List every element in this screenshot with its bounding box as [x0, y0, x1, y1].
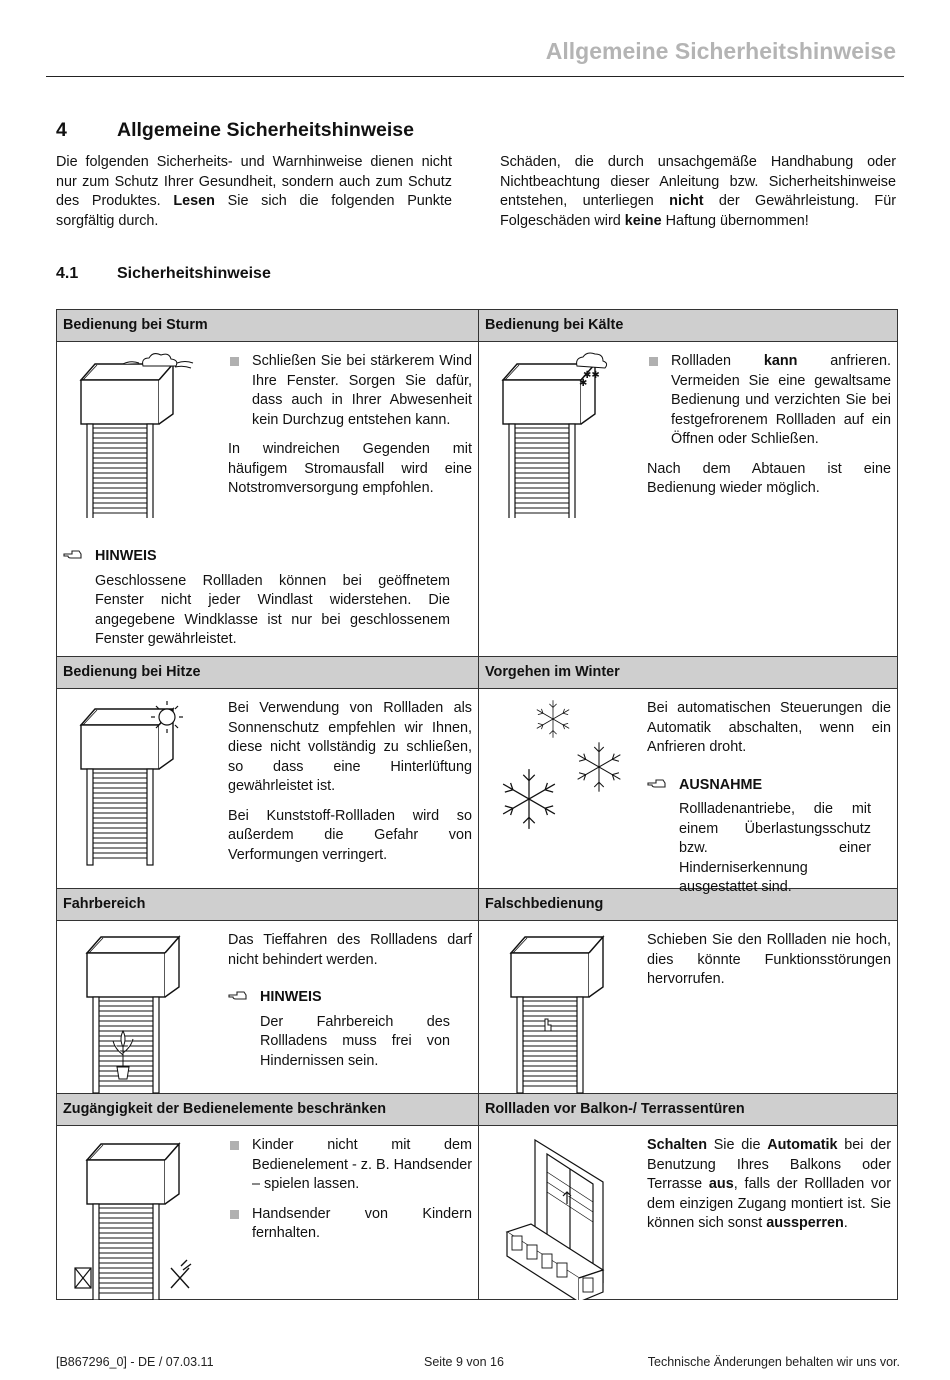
cell-title-kaelte: Bedienung bei Kälte — [479, 310, 898, 342]
pointing-hand-icon — [647, 778, 667, 790]
section-heading — [56, 118, 414, 142]
subsection-heading — [56, 264, 271, 284]
cell-title-balkon: Rollladen vor Balkon-/ Terrassentüren — [479, 1094, 898, 1126]
fahrbereich-note-title: HINWEIS — [260, 989, 322, 1005]
balkon-text — [647, 1136, 891, 1234]
footer-disclaimer: Technische Änderungen behalten wir uns vor. — [647, 1355, 900, 1369]
sturm-note-body: Geschlossene Rollladen können bei geöffnetem Fenster nicht jeder Windlast widerstehen. Die angegebene Windklasse ist nur bei geschlossenem Fenster gewährleistet. — [95, 572, 450, 647]
cell-title-sturm: Bedienung bei Sturm — [57, 310, 479, 342]
plant-pot-icon — [113, 1031, 133, 1079]
cell-title-hitze: Bedienung bei Hitze — [57, 657, 479, 689]
hitze-text — [228, 699, 472, 865]
cell-sturm — [57, 342, 479, 657]
cell-title-zugang: Zugängigkeit der Bedienelemente beschränken — [57, 1094, 479, 1126]
cell-falsch — [479, 921, 898, 1094]
cell-kaelte — [479, 342, 898, 657]
intro-left: Die folgenden Sicherheits- und Warnhinweise dienen nicht nur zum Schutz Ihrer Gesundheit, sondern auch zum Schutz des Produktes. Lesen Sie sich die folgenden Punkte sorgfältig durch. — [56, 154, 453, 229]
sturm-bullet: Schließen Sie bei stärkerem Wind Ihre Fenster. Sorgen Sie dafür, dass auch in Ihrer Abwesenheit kein Durchzug entstehen kann. — [228, 352, 472, 430]
sturm-note-title: HINWEIS — [95, 548, 157, 564]
pointing-hand-icon — [228, 990, 248, 1002]
zugang-bullet1: Kinder nicht mit dem Bedienelement - z. B. Handsender – spielen lassen. — [228, 1136, 472, 1195]
sturm-para: In windreichen Gegenden mit häufigem Stromausfall wird eine Notstromversorgung empfohlen. — [228, 441, 472, 496]
winter-para: Bei automatischen Steuerungen die Automatik abschalten, wenn ein Anfrieren droht. — [647, 700, 891, 755]
shutter-obstacle-illustration — [63, 927, 223, 1097]
cell-winter — [479, 689, 898, 895]
fahrbereich-note-body: Der Fahrbereich des Rollladens muss frei von Hindernissen sein. — [260, 1013, 450, 1069]
winter-text — [647, 699, 891, 898]
falsch-para: Schieben Sie den Rollladen nie hoch, dies könnte Funktionsstörungen hervorrufen. — [647, 932, 891, 987]
balkon-para: Schalten Sie die Automatik bei der Benutzung Ihres Balkons oder Terrasse aus, falls der Rollladen vor dem einzigen Zugang montiert ist. Sie können sich sonst aussperren. — [647, 1137, 892, 1231]
shutter-remote-illustration — [63, 1132, 223, 1300]
cell-title-winter: Vorgehen im Winter — [479, 657, 898, 689]
cell-zugang — [57, 1126, 479, 1300]
shutter-heat-illustration — [63, 695, 223, 870]
intro-right: Schäden, die durch unsachgemäße Handhabung oder Nichtbeachtung dieser Anleitung bzw. Sicherheitshinweise entstehen, unterliegen nicht der Gewährleistung. Für Folgeschäden wird keine Haftung übernommen! — [500, 154, 896, 229]
shutter-storm-illustration — [63, 348, 223, 518]
winter-note-body: Rollladenantriebe, die mit einem Überlastungsschutz bzw. einer Hinderniserkennung ausgestattet sind. — [679, 801, 871, 895]
sturm-text — [228, 352, 472, 499]
sturm-note — [63, 547, 450, 650]
crossed-handsender-icon — [171, 1260, 191, 1288]
footer-page-number: Seite 9 von 16 — [424, 1355, 504, 1369]
shutter-cold-illustration — [485, 348, 645, 518]
falsch-text — [647, 931, 891, 990]
hitze-para1: Bei Verwendung von Rollladen als Sonnenschutz empfehlen wir Ihnen, diese nicht vollständig zu schließen, so dass eine Hinterlüftung gewährleistet ist. — [228, 700, 472, 794]
cell-balkon — [479, 1126, 898, 1300]
zugang-bullet2: Handsender von Kindern fernhalten. — [228, 1205, 472, 1244]
cell-title-falsch: Falschbedienung — [479, 889, 898, 921]
svg-text:✱: ✱ — [579, 378, 588, 389]
subsection-number: 4.1 — [56, 265, 79, 282]
fahrbereich-text — [228, 931, 472, 1071]
winter-note — [647, 776, 891, 898]
kaelte-bullet: Rollladen kann anfrieren. Vermeiden Sie eine gewaltsame Bedienung und verzichten Sie bei festgefrorenem Rollladen auf ein Öffnen oder Schließen. — [647, 352, 891, 450]
snowflake-icon — [578, 742, 621, 791]
cell-title-fahrbereich: Fahrbereich — [57, 889, 479, 921]
snowflake-icon — [537, 700, 569, 737]
zugang-text — [228, 1136, 472, 1244]
header-rule — [46, 76, 904, 77]
safety-grid — [56, 309, 898, 1300]
winter-note-title: AUSNAHME — [679, 776, 763, 793]
kaelte-para: Nach dem Abtauen ist eine Bedienung wieder möglich. — [647, 460, 891, 496]
section-title: Allgemeine Sicherheitshinweise — [117, 119, 414, 141]
running-header-title: Allgemeine Sicherheitshinweise — [545, 38, 896, 64]
cell-hitze — [57, 689, 479, 889]
section-number: 4 — [56, 119, 67, 141]
footer-doc-ref: [B867296_0] - DE / 07.03.11 — [56, 1355, 214, 1369]
pointing-hand-icon — [63, 549, 83, 561]
balcony-door-illustration — [485, 1132, 645, 1300]
fahrbereich-para: Das Tieffahren des Rollladens darf nicht behindert werden. — [228, 932, 472, 968]
hitze-para2: Bei Kunststoff-Rollladen wird so außerdem die Gefahr von Verformungen verringert. — [228, 807, 472, 863]
crossed-remote-icon — [75, 1268, 91, 1288]
subsection-title: Sicherheitshinweise — [117, 265, 271, 282]
svg-text:✱✱: ✱✱ — [583, 370, 600, 381]
shutter-push-illustration — [485, 927, 645, 1097]
fahrbereich-note — [228, 988, 472, 1071]
cell-fahrbereich — [57, 921, 479, 1094]
kaelte-text — [647, 352, 891, 499]
snowflake-icon — [503, 769, 555, 829]
snowflakes-illustration — [485, 695, 645, 870]
